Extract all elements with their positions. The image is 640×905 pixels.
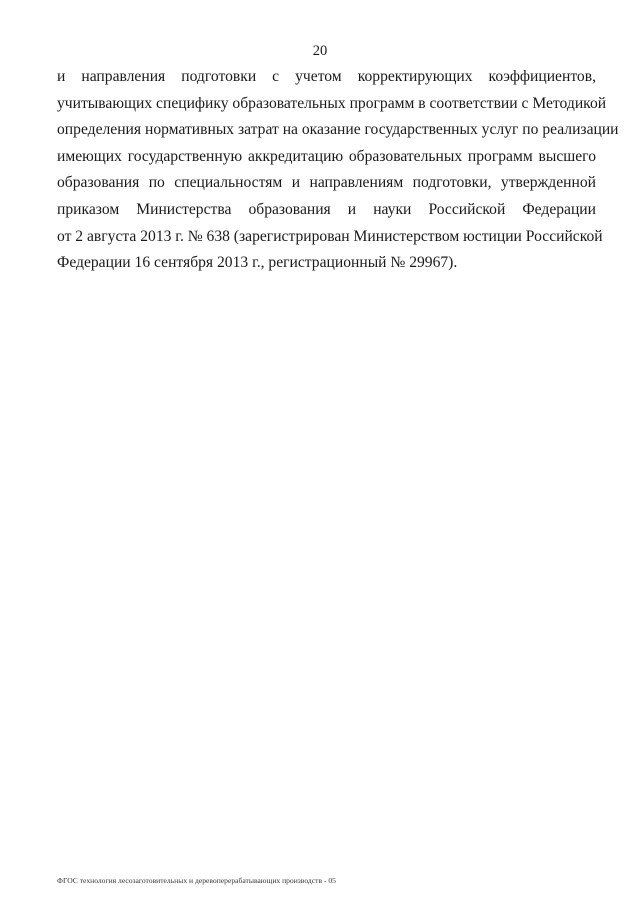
text-line: учитывающих специфику образовательных программ в соответствии с Методикой xyxy=(57,94,607,112)
text-line: имеющих государственную аккредитацию образовательных программ высшего xyxy=(57,147,596,165)
text-line: приказом Министерства образования и науки Российской Федерации xyxy=(57,200,596,218)
text-line: определения нормативных затрат на оказание государственных услуг по реализации xyxy=(57,121,619,139)
text-line: образования по специальностям и направлениям подготовки, утвержденной xyxy=(57,174,596,192)
text-line: и направления подготовки с учетом корректирующих коэффициентов, xyxy=(57,68,596,85)
page-footer: ФГОС технология лесозаготовительных и деревоперерабатывающих производств - 05 xyxy=(57,876,336,885)
text-line: от 2 августа 2013 г. № 638 (зарегистрирован Министерством юстиции Российской xyxy=(57,227,603,245)
body-paragraph xyxy=(57,64,619,277)
page-number: 20 xyxy=(312,43,328,59)
text-line: Федерации 16 сентября 2013 г., регистрационный № 29967). xyxy=(57,254,458,272)
